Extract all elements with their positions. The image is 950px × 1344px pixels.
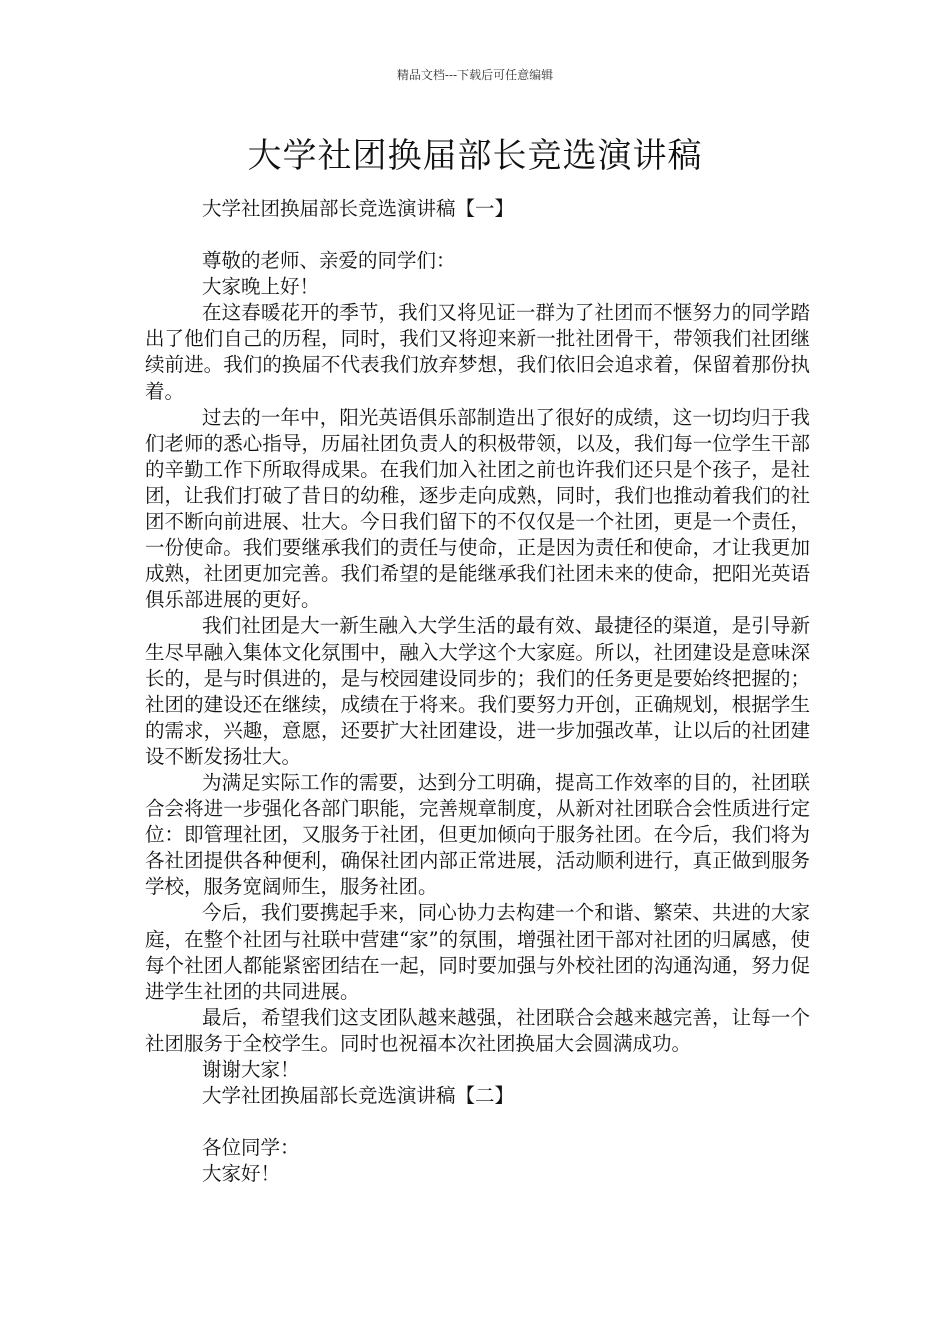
- closing: 谢谢大家！: [202, 1058, 300, 1081]
- paragraph: 今后，我们要携起手来，同心协力去构建一个和谐、繁荣、共进的大家庭，在整个社团与社联中营建“家”的氛围，增强社团干部对社团的归属感，使每个社团人都能紧密团结在一起，同时要加强与外校社团的沟通沟通，努力促进学生社团的共同进展。: [145, 901, 810, 1003]
- blank-line: [145, 222, 810, 248]
- section-2-heading: 大学社团换届部长竞选演讲稿【二】: [202, 1084, 515, 1108]
- salutation: 各位同学：: [202, 1136, 300, 1160]
- header-note: 精品文档---下载后可任意编辑: [396, 68, 554, 82]
- document-body: [145, 196, 810, 1187]
- salutation: 尊敬的老师、亲爱的同学们：: [202, 249, 456, 273]
- paragraph: 为满足实际工作的需要，达到分工明确，提高工作效率的目的，社团联合会将进一步强化各部门职能，完善规章制度，从新对社团联合会性质进行定位：即管理社团，又服务于社团，但更加倾向于服务社团。在今后，我们将为各社团提供各种便利，确保社团内部正常进展，活动顺利进行，真正做到服务学校，服务宽阔师生，服务社团。: [145, 770, 810, 899]
- paragraph: 我们社团是大一新生融入大学生活的最有效、最捷径的渠道，是引导新生尽早融入集体文化氛围中，融入大学这个大家庭。所以，社团建设是意味深长的，是与时俱进的，是与校园建设同步的；我们的任务更是要始终把握的；社团的建设还在继续，成绩在于将来。我们要努力开创，正确规划，根据学生的需求，兴趣，意愿，还要扩大社团建设，进一步加强改革，让以后的社团建设不断发扬壮大。: [145, 614, 810, 768]
- paragraph: 过去的一年中，阳光英语俱乐部制造出了很好的成绩，这一切均归于我们老师的悉心指导，历届社团负责人的积极带领，以及，我们每一位学生干部的辛勤工作下所取得成果。在我们加入社团之前也许我们还只是个孩子，是社团，让我们打破了昔日的幼稚，逐步走向成熟，同时，我们也推动着我们的社团不断向前进展、壮大。今日我们留下的不仅仅是一个社团，更是一个责任，一份使命。我们要继承我们的责任与使命，正是因为责任和使命，才让我更加成熟，社团更加完善。我们希望的是能继承我们社团未来的使命，把阳光英语俱乐部进展的更好。: [145, 405, 810, 612]
- section-1-heading: 大学社团换届部长竞选演讲稿【一】: [202, 197, 515, 220]
- paragraph: 最后，希望我们这支团队越来越强，社团联合会越来越完善，让每一个社团服务于全校学生。同时也祝福本次社团换届大会圆满成功。: [145, 1005, 810, 1055]
- paragraph: 在这春暖花开的季节，我们又将见证一群为了社团而不惬努力的同学踏出了他们自己的历程，同时，我们又将迎来新一批社团骨干，带领我们社团继续前进。我们的换届不代表我们放弃梦想，我们依旧会追求着，保留着那份执着。: [145, 301, 810, 403]
- greeting: 大家好！: [202, 1162, 281, 1186]
- page-title: 大学社团换届部长竞选演讲稿: [247, 136, 703, 176]
- greeting: 大家晚上好！: [202, 275, 320, 299]
- blank-line: [145, 1109, 810, 1135]
